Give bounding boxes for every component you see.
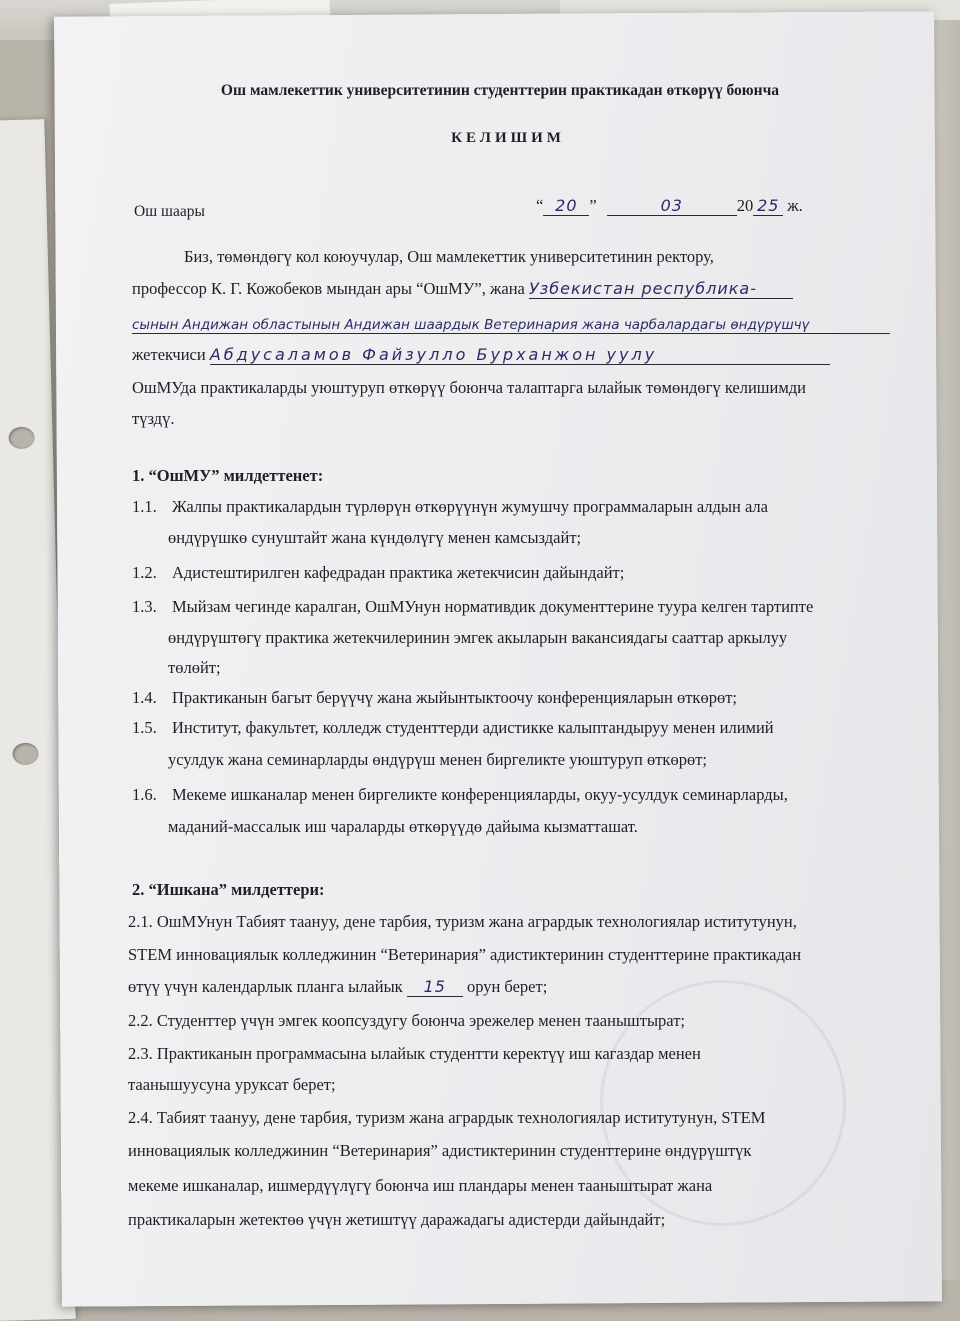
date-day: 20 <box>543 196 589 216</box>
item-number: 1.5. <box>132 718 157 737</box>
date-quote-close: ” <box>589 196 597 215</box>
item-1-6 <box>132 785 788 805</box>
item-2-4-line-4: практикаларын жетектөө үчүн жетиштүү даражадагы адистерди дайындайт; <box>128 1210 666 1229</box>
item-number: 1.4. <box>132 688 157 707</box>
item-text: Практиканын багыт берүүчү жана жыйынтыктоочу конференцияларын өткөрөт; <box>172 688 737 707</box>
item-number: 1.1. <box>132 497 157 516</box>
item-2-4-line-2: инновациялык колледжинин “Ветеринария” адистиктеринин студенттерине өндүрүштүк <box>128 1141 752 1160</box>
section-1-title: 1. “ОшМУ” милдеттенет: <box>132 466 324 485</box>
intro-line-2-print: профессор К. Г. Кожобеков мындан ары “ОшМУ”, жана <box>132 279 525 298</box>
date-month: 03 <box>607 196 737 216</box>
document-title: Ош мамлекеттик университетинин студенттерин практикадан өткөрүү боюнча <box>220 82 780 99</box>
item-1-2 <box>132 563 624 583</box>
item-text: Институт, факультет, колледж студенттерди адистикке калыптандыруу менен илимий <box>172 718 774 737</box>
item-1-5-cont: усулдук жана семинарларды өндүрүш менен биргеликте уюштуруп өткөрөт; <box>168 750 707 769</box>
intro-line-2 <box>132 279 793 299</box>
punch-hole <box>9 427 35 449</box>
intro-handwritten-org-2: сынын Андижан областынын Андижан шаардык Ветеринария жана чарбалардагы өндүрүшчү <box>132 317 890 334</box>
item-2-3-line-1: 2.3. Практиканын программасына ылайык студентти керектүү иш кагаздар менен <box>128 1044 701 1063</box>
intro-line-6: түздү. <box>132 409 175 428</box>
intro-line-4 <box>132 345 830 365</box>
item-1-6-cont: маданий-массалык иш чараларды өткөрүүдө дайыма кызматташат. <box>168 817 638 836</box>
date-line <box>536 196 803 216</box>
item-2-1-line-3 <box>128 977 547 997</box>
item-1-3-cont: өндүрүштөгү практика жетекчилеринин эмгек акыларын вакансиядагы сааттар аркылуу <box>168 628 788 647</box>
item-2-2: 2.2. Студенттер үчүн эмгек коопсуздугу боюнча эрежелер менен тааныштырат; <box>128 1011 685 1030</box>
item-2-4-line-1: 2.4. Табият таануу, дене тарбия, туризм жана агрардык технологиялар иститутунун, STEM <box>128 1108 766 1127</box>
item-2-4-line-3: мекеме ишканалар, ишмердүүлүгү боюнча иш пландары менен тааныштырат жана <box>128 1176 713 1195</box>
item-2-3-line-2: таанышуусуна уруксат берет; <box>128 1075 336 1094</box>
section-2-title: 2. “Ишкана” милдеттери: <box>132 880 325 899</box>
date-year-end: ж. <box>787 196 803 215</box>
intro-line-1: Биз, төмөндөгү кол коюучулар, Ош мамлекеттик университетинин ректору, <box>184 247 714 266</box>
item-2-1-line-2: STEM инновациялык колледжинин “Ветеринария” адистиктеринин студенттерине практикадан <box>128 945 802 964</box>
item-1-4 <box>132 688 737 708</box>
intro-line-5: ОшМУда практикаларды уюштуруп өткөрүү боюнча талаптарга ылайык төмөндөгү келишимди <box>132 378 807 397</box>
item-2-1-text: өтүү үчүн календарлык планга ылайык <box>128 977 403 996</box>
item-text: Мыйзам чегинде каралган, ОшМУнун нормативдик документтерине туура келген тартипте <box>172 597 814 616</box>
date-quote-open: “ <box>536 196 544 215</box>
item-2-1-text-end: орун берет; <box>466 977 548 996</box>
item-1-1 <box>132 497 768 517</box>
intro-handwritten-name: Абдусаламов Файзулло Бурханжон уулу <box>210 345 830 365</box>
item-number: 1.6. <box>132 785 157 804</box>
date-year-prefix: 20 <box>736 196 754 215</box>
item-1-3-cont-2: төлөйт; <box>168 658 221 677</box>
intro-line-3 <box>132 314 890 334</box>
item-1-1-cont: өндүрүшкө сунуштайт жана күндөлүгү менен камсыздайт; <box>168 528 582 547</box>
date-year-suffix: 25 <box>753 196 783 216</box>
item-text: Мекеме ишканалар менен биргеликте конференцияларды, окуу-усулдук семинарларды, <box>172 785 788 804</box>
intro-handwritten-org-1: Узбекистан республика- <box>529 279 793 299</box>
city-label: Ош шаары <box>134 203 205 220</box>
item-text: Адистештирилген кафедрадан практика жетекчисин дайындайт; <box>172 563 625 582</box>
places-count: 15 <box>407 977 463 997</box>
document-heading: КЕЛИШИМ <box>451 130 565 146</box>
item-1-3 <box>132 597 813 617</box>
item-text: Жалпы практикалардын түрлөрүн өткөрүүнүн жумушчу программаларын алдын ала <box>172 497 768 516</box>
intro-line-4-print: жетекчиси <box>132 345 206 364</box>
item-number: 1.3. <box>132 597 157 616</box>
item-1-5 <box>132 718 774 738</box>
item-2-1-line-1: 2.1. ОшМУнун Табият таануу, дене тарбия, туризм жана агрардык технологиялар иститутунун, <box>128 912 797 931</box>
item-number: 1.2. <box>132 563 157 582</box>
punch-hole <box>13 743 39 765</box>
